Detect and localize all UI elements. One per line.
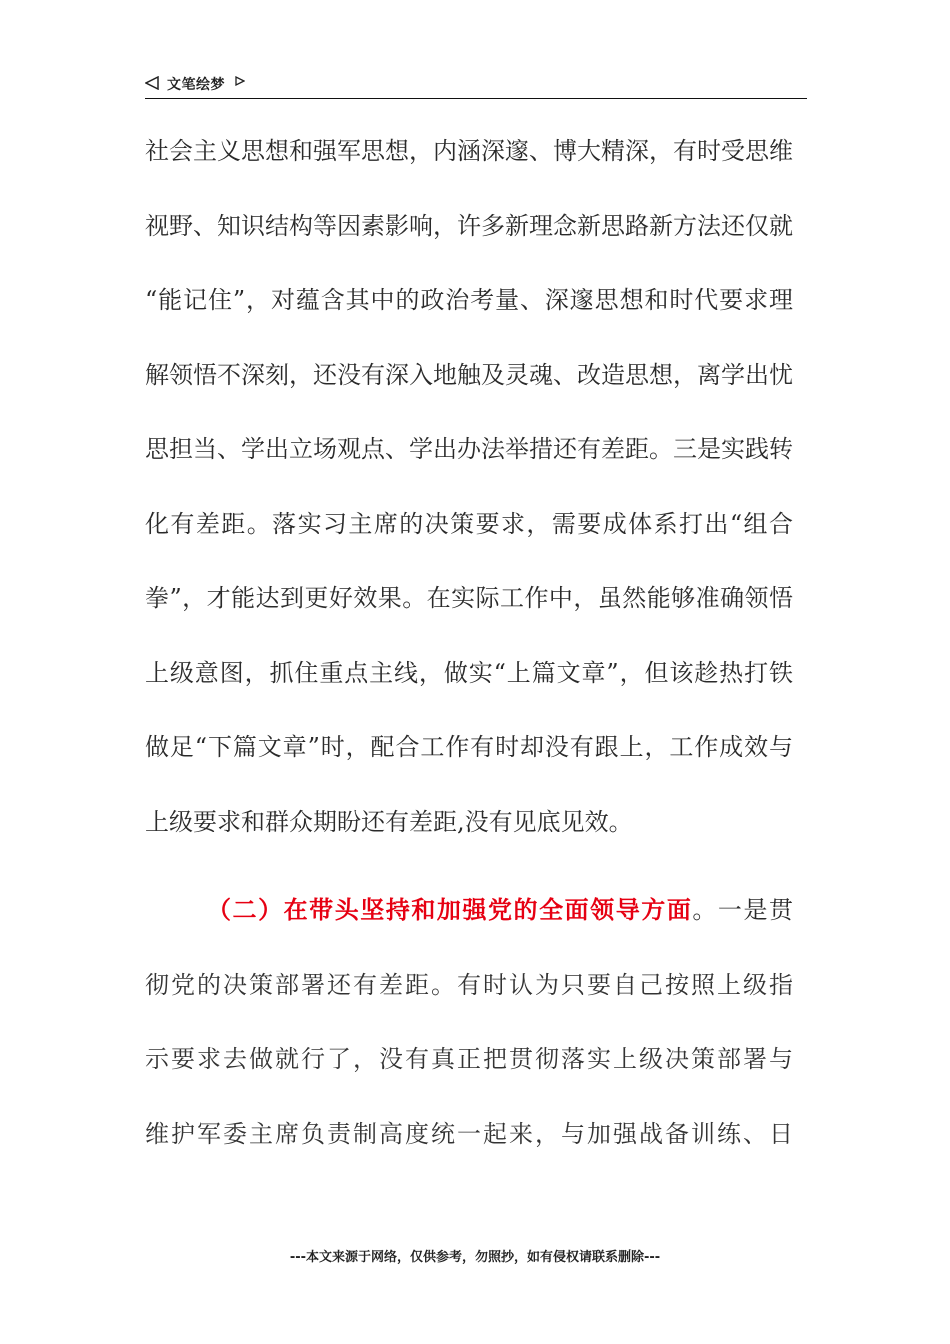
text-line: 维护军委主席负责制高度统一起来，与加强战备训练、日: [145, 1119, 793, 1148]
text-line: 社会主义思想和强军思想，内涵深邃、博大精深，有时受思维: [145, 137, 793, 165]
text-line: 拳”，才能达到更好效果。在实际工作中，虽然能够准确领悟: [145, 584, 793, 612]
heading-continuation: 。一是贯: [692, 896, 794, 924]
text-line: 彻党的决策部署还有差距。有时认为只要自己按照上级指: [145, 970, 793, 999]
paragraph-2: [145, 887, 793, 1185]
triangle-left-icon: [145, 76, 159, 90]
text-line: 上级意图，抓住重点主线，做实“上篇文章”，但该趁热打铁: [145, 658, 793, 687]
paragraph-1: [145, 128, 793, 873]
section-heading: （二）在带头坚持和加强党的全面领导方面: [207, 895, 693, 924]
text-line: “能记住”，对蕴含其中的政治考量、深邃思想和时代要求理: [145, 286, 793, 314]
text-line: 化有差距。落实习主席的决策要求，需要成体系打出“组合: [145, 509, 793, 538]
text-line: 视野、知识结构等因素影响，许多新理念新思路新方法还仅就: [145, 211, 793, 240]
text-line: 示要求去做就行了，没有真正把贯彻落实上级决策部署与: [145, 1045, 793, 1073]
brand-name: 文笔绘梦: [167, 77, 225, 93]
text-line: 做足“下篇文章”时，配合工作有时却没有跟上，工作成效与: [145, 733, 793, 761]
footer-disclaimer: ---本文来源于网络，仅供参考，勿照抄，如有侵权请联系删除---: [289, 1250, 661, 1265]
text-line: 思担当、学出立场观点、学出办法举措还有差距。三是实践转: [145, 435, 793, 463]
document-body: [145, 128, 793, 1185]
page-header: [145, 70, 807, 99]
triangle-right-icon: [235, 76, 245, 86]
text-line: 解领悟不深刻，还没有深入地触及灵魂、改造思想，离学出忧: [145, 360, 793, 389]
text-line: 上级要求和群众期盼还有差距,没有见底见效。: [145, 807, 633, 836]
section-heading-line: [145, 887, 793, 962]
